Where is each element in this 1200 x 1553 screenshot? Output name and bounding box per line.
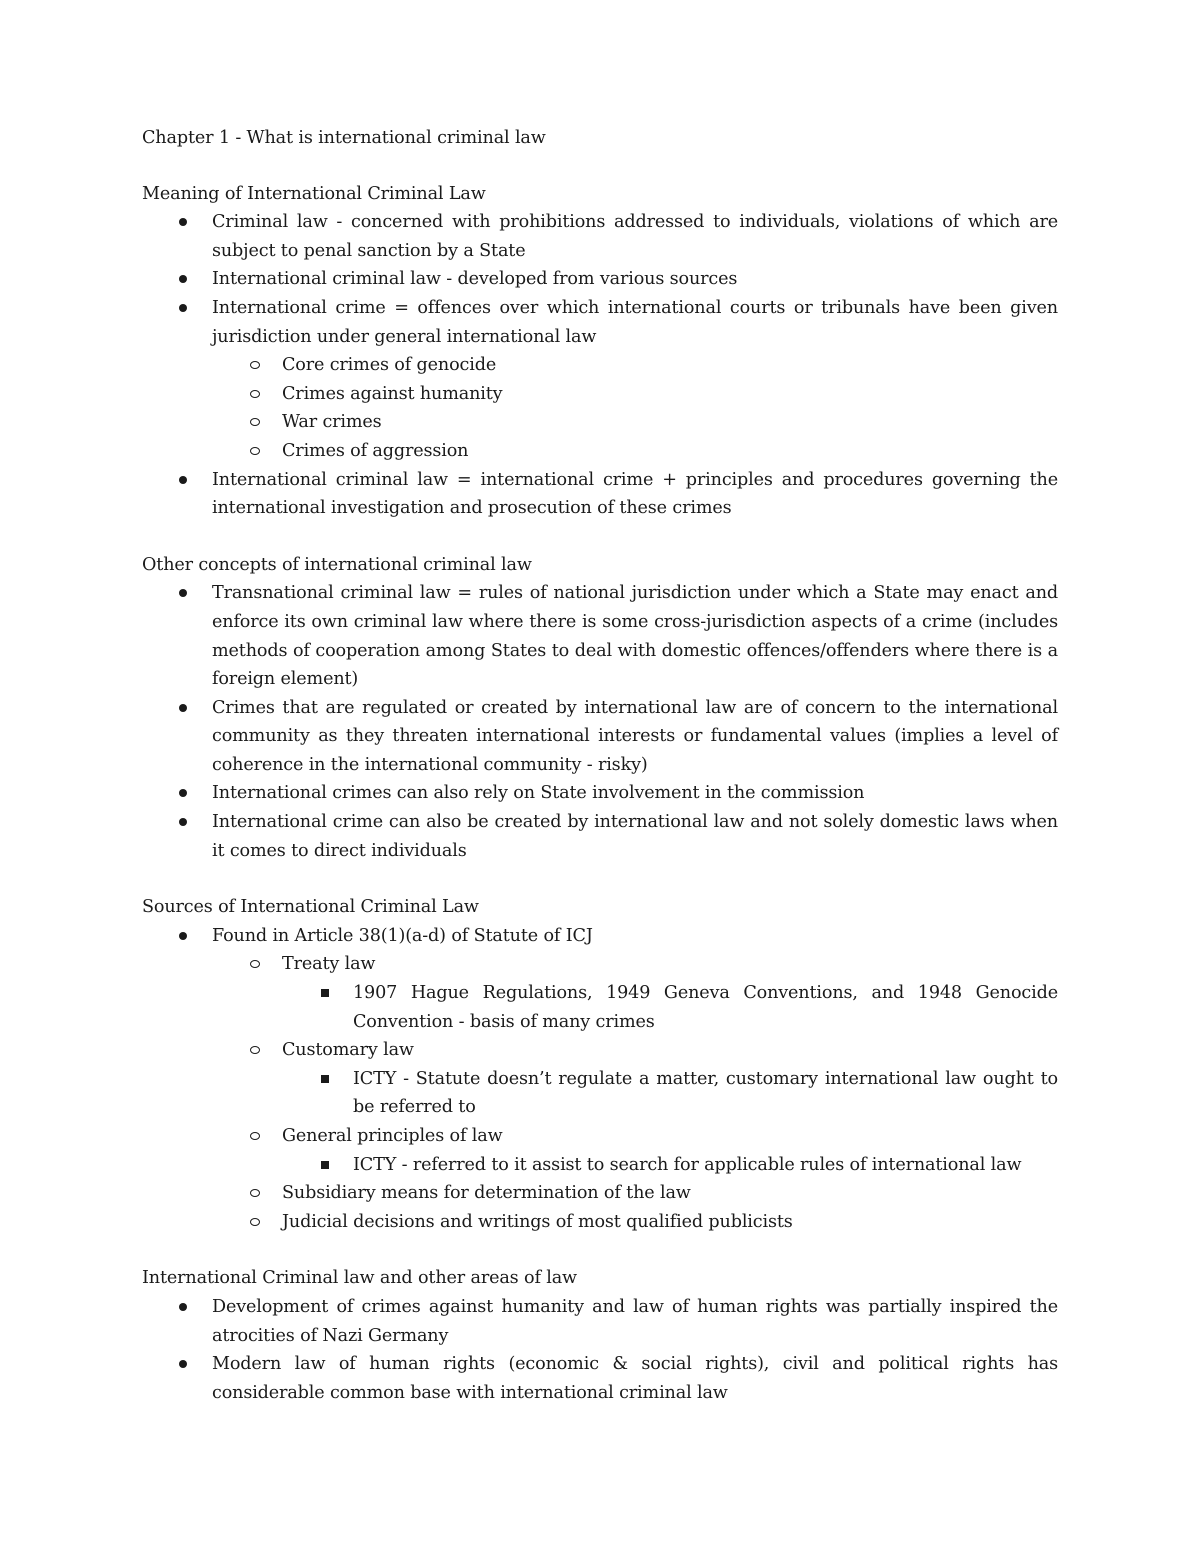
bullet-circle-icon bbox=[250, 390, 260, 398]
bullet-disc-icon bbox=[179, 304, 187, 312]
document-page bbox=[142, 124, 1058, 1435]
document-sections bbox=[142, 180, 1058, 1408]
bullet-list bbox=[142, 1293, 1058, 1407]
list-item bbox=[142, 1179, 1058, 1208]
list-item-text: International crime can also be created by international law and not solely domestic laws when it comes to direct individuals bbox=[212, 812, 1058, 861]
list-item bbox=[142, 437, 1058, 466]
bullet-circle-icon bbox=[250, 1189, 260, 1197]
list-item bbox=[142, 294, 1058, 351]
bullet-square-icon bbox=[321, 1075, 329, 1083]
bullet-square-icon bbox=[321, 1161, 329, 1169]
list-item-text: International criminal law - developed from various sources bbox=[212, 269, 738, 290]
list-item-text: Core crimes of genocide bbox=[282, 355, 497, 376]
list-item-text: Customary law bbox=[282, 1040, 414, 1061]
bullet-list bbox=[142, 208, 1058, 523]
section-heading: Sources of International Criminal Law bbox=[142, 897, 479, 918]
list-item-text: ICTY - referred to it assist to search for applicable rules of international law bbox=[353, 1154, 1022, 1175]
list-item bbox=[142, 380, 1058, 409]
list-item-text: Found in Article 38(1)(a-d) of Statute of ICJ bbox=[212, 925, 593, 946]
list-item bbox=[142, 466, 1058, 523]
list-item-text: International crimes can also rely on State involvement in the commission bbox=[212, 783, 865, 804]
list-item bbox=[142, 408, 1058, 437]
list-item-text: Crimes of aggression bbox=[282, 440, 469, 461]
list-item-text: Subsidiary means for determination of the law bbox=[282, 1183, 691, 1204]
bullet-disc-icon bbox=[179, 589, 187, 597]
bullet-disc-icon bbox=[179, 218, 187, 226]
list-item-text: Transnational criminal law = rules of national jurisdiction under which a State may enact and enforce its own criminal law where there is some cross-jurisdiction aspects of a crime (includes methods of cooperation among States to deal with domestic offences/offenders where there is a foreign element) bbox=[212, 583, 1058, 690]
list-item bbox=[142, 579, 1058, 693]
list-item bbox=[142, 208, 1058, 265]
bullet-circle-icon bbox=[250, 418, 260, 426]
bullet-circle-icon bbox=[250, 447, 260, 455]
list-item-text: Treaty law bbox=[282, 954, 376, 975]
list-item bbox=[142, 1036, 1058, 1065]
list-item-text: Development of crimes against humanity and law of human rights was partially inspired the atrocities of Nazi Germany bbox=[212, 1296, 1058, 1346]
list-item-text: General principles of law bbox=[282, 1126, 503, 1146]
bullet-disc-icon bbox=[179, 704, 187, 712]
list-item bbox=[142, 1293, 1058, 1350]
list-item bbox=[142, 1065, 1058, 1122]
list-item-text: Criminal law - concerned with prohibitions addressed to individuals, violations of which are subject to penal sanction by a State bbox=[212, 212, 1058, 261]
section-heading: International Criminal law and other areas of law bbox=[142, 1268, 577, 1289]
bullet-circle-icon bbox=[250, 960, 260, 968]
list-item-text: International criminal law = international crime + principles and procedures governing the international investigation and prosecution of these crimes bbox=[212, 469, 1058, 519]
list-item bbox=[142, 922, 1058, 951]
list-item bbox=[142, 1208, 1058, 1237]
bullet-circle-icon bbox=[250, 1132, 260, 1140]
list-item bbox=[142, 694, 1058, 780]
bullet-disc-icon bbox=[179, 1360, 187, 1368]
list-item-text: 1907 Hague Regulations, 1949 Geneva Conventions, and 1948 Genocide Convention - basis of many crimes bbox=[353, 983, 1058, 1032]
list-item bbox=[142, 779, 1058, 808]
bullet-disc-icon bbox=[179, 1303, 187, 1311]
list-item bbox=[142, 1151, 1058, 1180]
list-item bbox=[142, 1350, 1058, 1407]
document-section bbox=[142, 893, 1058, 1236]
document-title: Chapter 1 - What is international criminal law bbox=[142, 128, 546, 148]
bullet-disc-icon bbox=[179, 789, 187, 797]
list-item bbox=[142, 979, 1058, 1036]
list-item-text: International crime = offences over which international courts or tribunals have been given jurisdiction under general international law bbox=[212, 297, 1058, 347]
bullet-disc-icon bbox=[179, 275, 187, 283]
bullet-square-icon bbox=[321, 989, 329, 997]
list-item bbox=[142, 1122, 1058, 1151]
bullet-disc-icon bbox=[179, 932, 187, 940]
list-item-text: War crimes bbox=[282, 412, 382, 433]
bullet-circle-icon bbox=[250, 1218, 260, 1226]
list-item bbox=[142, 950, 1058, 979]
bullet-list bbox=[142, 922, 1058, 1237]
list-item bbox=[142, 351, 1058, 380]
document-section bbox=[142, 180, 1058, 523]
bullet-disc-icon bbox=[179, 818, 187, 826]
document-section bbox=[142, 1264, 1058, 1407]
document-section bbox=[142, 551, 1058, 866]
list-item-text: Modern law of human rights (economic & social rights), civil and political rights has considerable common base with international criminal law bbox=[212, 1354, 1058, 1403]
list-item-text: Crimes against humanity bbox=[282, 383, 503, 404]
section-heading: Meaning of International Criminal Law bbox=[142, 183, 486, 204]
bullet-list bbox=[142, 579, 1058, 865]
bullet-circle-icon bbox=[250, 1046, 260, 1054]
bullet-disc-icon bbox=[179, 476, 187, 484]
list-item-text: Judicial decisions and writings of most qualified publicists bbox=[282, 1211, 793, 1232]
list-item bbox=[142, 808, 1058, 865]
section-heading: Other concepts of international criminal law bbox=[142, 554, 532, 575]
list-item-text: Crimes that are regulated or created by international law are of concern to the international community as they threaten international interests or fundamental values (implies a level of coherence in the international community - risky) bbox=[212, 697, 1058, 775]
list-item-text: ICTY - Statute doesn’t regulate a matter, customary international law ought to be referred to bbox=[353, 1068, 1058, 1118]
list-item bbox=[142, 265, 1058, 294]
bullet-circle-icon bbox=[250, 361, 260, 369]
